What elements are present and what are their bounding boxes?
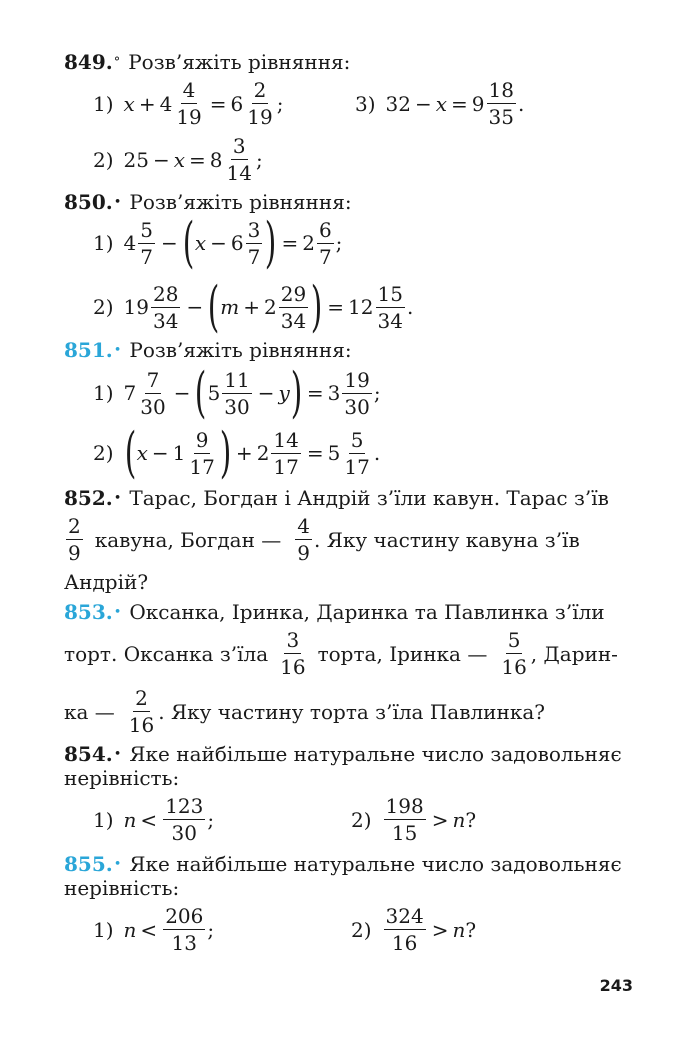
var: x — [435, 91, 448, 116]
inequality-854-1 — [93, 794, 214, 845]
number: 25 — [123, 147, 149, 172]
text: Тарас, Богдан і Андрій з’їли кавун. Тарас з’їв — [129, 486, 609, 510]
fraction — [278, 628, 307, 679]
op: − — [151, 441, 169, 465]
whole: 9 — [471, 91, 485, 116]
problem-number-854: 854. — [64, 742, 113, 766]
instruction-851: Розв’яжіть рівняння: — [129, 338, 352, 362]
paren: ) — [219, 421, 232, 484]
whole: 6 — [230, 91, 244, 116]
var: n — [452, 917, 466, 942]
fraction — [127, 686, 156, 737]
den: 7 — [318, 244, 332, 269]
inequality-855-1 — [93, 904, 214, 955]
marker-849: ° — [113, 54, 121, 70]
op: − — [186, 295, 204, 319]
problem-853-line1 — [64, 600, 605, 624]
problem-850-header — [64, 190, 352, 214]
instruction-850: Розв’яжіть рівняння: — [129, 190, 352, 214]
den: 34 — [152, 308, 179, 333]
den: 15 — [391, 821, 418, 845]
punct: ? — [465, 917, 477, 942]
num: 4 — [182, 78, 196, 102]
marker-851: • — [113, 342, 122, 358]
den: 30 — [140, 394, 166, 419]
den: 16 — [280, 655, 306, 679]
item-label: 1) — [93, 231, 114, 255]
den: 7 — [247, 244, 261, 269]
op: + — [243, 295, 261, 319]
whole: 2 — [256, 441, 270, 465]
fraction — [163, 794, 205, 845]
num: 19 — [344, 367, 370, 392]
den: 16 — [128, 713, 155, 737]
problem-855-line1 — [64, 852, 622, 876]
den: 19 — [247, 105, 273, 129]
num: 28 — [152, 281, 179, 306]
den: 9 — [297, 541, 311, 565]
paren: ) — [265, 211, 277, 274]
problem-number-853: 853. — [64, 600, 113, 624]
op: = — [281, 231, 299, 255]
op: − — [161, 231, 178, 255]
inequality-row-855 — [93, 904, 477, 955]
item-label: 1) — [93, 917, 114, 942]
num: 3 — [232, 134, 246, 158]
whole: 6 — [230, 231, 244, 255]
op: − — [173, 381, 191, 405]
den: 14 — [226, 161, 252, 185]
num: 5 — [350, 427, 364, 452]
text: нерівність: — [64, 766, 180, 790]
inequality-854-2 — [351, 794, 476, 845]
var: n — [123, 807, 137, 832]
num: 123 — [165, 794, 204, 818]
instruction-849: Розв’яжіть рівняння: — [128, 50, 351, 74]
text: кавуна, Богдан — — [94, 527, 282, 552]
paren: ) — [310, 275, 323, 338]
punct: ; — [255, 147, 263, 172]
fraction — [151, 282, 180, 333]
text: . Яку частину кавуна з’їв — [314, 527, 580, 552]
den: 9 — [68, 541, 81, 565]
num: 7 — [146, 367, 160, 392]
op: < — [140, 917, 158, 942]
equation-851-2 — [93, 421, 381, 484]
fraction — [225, 134, 254, 185]
whole: 2 — [302, 231, 315, 255]
op: − — [257, 381, 275, 405]
item-label: 2) — [351, 807, 372, 832]
whole: 7 — [123, 381, 137, 405]
num: 4 — [297, 514, 311, 538]
text: Андрій? — [64, 570, 149, 594]
fraction — [66, 514, 83, 565]
num: 29 — [280, 281, 307, 306]
equation-849-2 — [93, 134, 263, 185]
punct: ? — [465, 807, 477, 832]
text: Яке найбільше натуральне число задовольняє — [129, 742, 622, 766]
op: > — [431, 807, 449, 832]
whole: 4 — [123, 231, 137, 255]
problem-852-line2 — [64, 514, 580, 565]
op: + — [235, 441, 253, 465]
marker-850: • — [113, 194, 122, 210]
fraction — [271, 428, 300, 479]
fraction — [487, 78, 516, 129]
den: 19 — [176, 105, 202, 129]
num: 11 — [224, 367, 250, 392]
item-label: 1) — [93, 91, 114, 116]
equation-851-1 — [93, 361, 381, 424]
marker-852: • — [113, 490, 122, 506]
fraction — [342, 368, 371, 419]
text: , Дарин- — [530, 641, 618, 666]
inequality-855-2 — [351, 904, 476, 955]
marker-854: • — [113, 746, 122, 762]
text: нерівність: — [64, 876, 180, 900]
paren: ) — [290, 361, 303, 424]
op: = — [327, 295, 345, 319]
op: + — [138, 91, 156, 116]
var: x — [173, 147, 186, 172]
fraction — [295, 514, 312, 565]
den: 35 — [488, 105, 514, 129]
num: 2 — [135, 686, 148, 710]
num: 15 — [377, 281, 403, 306]
problem-number-855: 855. — [64, 852, 113, 876]
num: 5 — [140, 217, 153, 242]
fraction — [246, 218, 263, 269]
punct: ; — [373, 381, 381, 405]
punct: ; — [276, 91, 284, 116]
fraction — [376, 282, 405, 333]
den: 17 — [273, 454, 299, 479]
problem-852-line3 — [64, 570, 148, 594]
num: 324 — [385, 904, 424, 928]
problem-851-header — [64, 338, 352, 362]
den: 13 — [171, 931, 197, 955]
num: 3 — [286, 628, 300, 652]
whole: 5 — [327, 441, 341, 465]
op: = — [306, 381, 324, 405]
den: 30 — [344, 394, 370, 419]
whole: 3 — [327, 381, 341, 405]
whole: 5 — [207, 381, 221, 405]
punct: ; — [207, 807, 215, 832]
number: 32 — [385, 91, 411, 116]
paren: ( — [195, 361, 207, 424]
den: 30 — [171, 821, 197, 845]
problem-854-line1 — [64, 742, 622, 766]
fraction — [222, 368, 251, 419]
fraction — [187, 428, 216, 479]
problem-855-line2 — [64, 876, 179, 900]
op: = — [451, 91, 468, 116]
paren: ( — [124, 421, 136, 484]
problem-number-850: 850. — [64, 190, 113, 214]
item-label: 3) — [355, 91, 376, 116]
page-number: 243 — [599, 976, 633, 995]
whole: 1 — [172, 441, 186, 465]
fraction — [279, 282, 308, 333]
num: 5 — [507, 628, 521, 652]
fraction — [384, 794, 426, 845]
num: 3 — [247, 217, 261, 242]
op: − — [210, 231, 227, 255]
equation-850-1 — [93, 211, 343, 274]
problem-number-852: 852. — [64, 486, 113, 510]
whole: 2 — [264, 295, 277, 319]
num: 2 — [253, 78, 267, 102]
inequality-row-854 — [93, 794, 477, 845]
op: = — [306, 441, 324, 465]
den: 34 — [280, 308, 307, 333]
fraction — [499, 628, 528, 679]
item-label: 1) — [93, 381, 114, 405]
text: ка — — [64, 699, 115, 724]
fraction — [317, 218, 334, 269]
text: . Яку частину торта з’їла Павлинка? — [158, 699, 545, 724]
var: m — [220, 295, 240, 319]
item-label: 2) — [93, 441, 114, 465]
equation-850-2 — [93, 275, 414, 338]
op: − — [152, 147, 170, 172]
fraction — [138, 218, 155, 269]
num: 206 — [165, 904, 204, 928]
equation-row-849-a — [93, 78, 525, 129]
den: 17 — [189, 454, 215, 479]
whole: 4 — [159, 91, 173, 116]
var: n — [123, 917, 137, 942]
op: − — [414, 91, 432, 116]
punct: ; — [207, 917, 215, 942]
paren: ( — [182, 211, 195, 274]
paren: ( — [207, 275, 220, 338]
text: Оксанка, Іринка, Даринка та Павлинка з’їли — [129, 600, 605, 624]
num: 198 — [385, 794, 424, 818]
problem-849-header — [64, 50, 350, 74]
item-label: 2) — [351, 917, 372, 942]
item-label: 1) — [93, 807, 114, 832]
fraction — [163, 904, 205, 955]
whole: 12 — [348, 295, 374, 319]
num: 18 — [488, 78, 514, 102]
var: x — [136, 441, 148, 465]
problem-number-849: 849. — [64, 50, 113, 74]
var: y — [278, 381, 290, 405]
den: 34 — [377, 308, 403, 333]
num: 2 — [68, 514, 81, 538]
problem-852-line1 — [64, 486, 609, 510]
punct: . — [373, 441, 381, 465]
whole: 8 — [209, 147, 223, 172]
op: > — [431, 917, 449, 942]
item-label: 2) — [93, 295, 114, 319]
var: n — [452, 807, 466, 832]
marker-855: • — [113, 856, 122, 872]
den: 16 — [501, 655, 527, 679]
problem-853-line2 — [64, 628, 618, 679]
text: торта, Іринка — — [317, 641, 488, 666]
marker-853: • — [113, 604, 122, 620]
punct: . — [406, 295, 414, 319]
item-label: 2) — [93, 147, 114, 172]
fraction — [384, 904, 426, 955]
fraction — [342, 428, 371, 479]
var: x — [123, 91, 135, 116]
den: 7 — [140, 244, 153, 269]
num: 6 — [318, 217, 332, 242]
op: = — [209, 91, 227, 116]
den: 16 — [391, 931, 418, 955]
fraction — [138, 368, 167, 419]
punct: . — [517, 91, 525, 116]
problem-854-line2 — [64, 766, 179, 790]
fraction — [174, 78, 203, 129]
text: Яке найбільше натуральне число задовольняє — [129, 852, 622, 876]
num: 9 — [195, 427, 209, 452]
den: 30 — [224, 394, 250, 419]
equation-849-1 — [93, 78, 283, 129]
fraction — [245, 78, 274, 129]
den: 17 — [344, 454, 370, 479]
punct: ; — [335, 231, 343, 255]
var: x — [194, 231, 207, 255]
op: < — [140, 807, 158, 832]
problem-number-851: 851. — [64, 338, 113, 362]
whole: 19 — [123, 295, 149, 319]
problem-853-line3 — [64, 686, 545, 737]
op: = — [189, 147, 206, 172]
equation-849-3 — [355, 78, 524, 129]
num: 14 — [273, 427, 299, 452]
text: торт. Оксанка з’їла — [64, 641, 269, 666]
